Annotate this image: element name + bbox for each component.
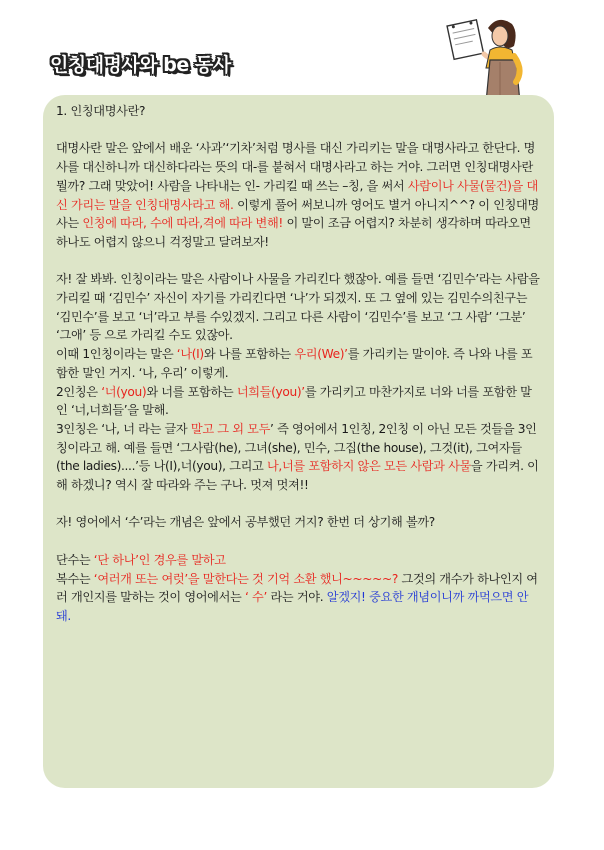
page-title: 인칭대명사와 be 동사: [50, 54, 231, 76]
body-text: 와 너를 포함하는: [146, 384, 237, 399]
body-text: 대명사란 말은 앞에서 배운 ‘사과’‘기차’처럼 명사를 대신 가리키는 말을 대명사라고 한단다. 명사를 대신하니까 대신하다라는 뜻의 대-를 붙혀서 대명사라고 하는 거야. 그러면 인칭대명사란 뭘까? 그래 맞았어! 사람을 나타내는 인- 가리킬 때 쓰는 –칭, 을 써서: [56, 141, 536, 193]
body-text: 2인칭은: [56, 384, 102, 399]
content-body: [56, 102, 542, 626]
body-text: 그것의 개수가 하나인지 여러 개인지를 말하는 것이 영어에서는: [56, 571, 538, 605]
section-heading: 1. 인칭대명사란?: [56, 104, 146, 118]
note-text: 알겠지! 중요한 개념이니까 까먹으면 안돼.: [56, 590, 529, 623]
emphasis-text: ‘ 수’: [244, 590, 267, 605]
paragraph-7: [56, 551, 542, 570]
emphasis-text: 말고 그 외 모두: [190, 421, 271, 436]
paragraph-3: [56, 345, 542, 382]
body-text: 을 가리켜. 이해 하겠니? 역시 잘 따라와 주는 구나. 멋져 멋져!!: [56, 459, 539, 493]
paragraph-1: [56, 139, 542, 251]
body-text: 이렇게 풀어 써보니까 영어도 별거 아니지^^? 이 인칭대명사는: [56, 197, 539, 231]
paragraph-8: [56, 570, 542, 626]
body-text: 자! 잘 봐봐. 인칭이라는 말은 사람이나 사물을 가리킨다 했잖아. 예를 들면 ‘김민수’라는 사람을 가리킬 때 ‘김민수’ 자신이 자기를 가리킨다면 ‘나’가 되겠지. 또 그 옆에 있는 김민수의친구는 ‘김민수’를 보고 ‘너’라고 부를 수있겠지. 그리고 다른 사람이 ‘김민수’를 보고 ‘그 사람’ ‘그분’ ‘그애’ 등 으로 가리킬 수도 있잖아.: [56, 272, 540, 343]
emphasis-text: ‘여러개 또는 여럿’을 말한다는 것 기억 소환 했니~~~~~?: [93, 571, 398, 586]
body-text: ’ 즉 영어에서 1인칭, 2인칭 이 아닌 모든 것들을 3인칭이라고 해. 예를 들면 ‘그사람(he), 그녀(she), 민수, 그집(the house), 그것(it), 그여자들(the ladies)....’등 나(I),너(you), 그리고: [56, 421, 537, 474]
paragraph-5: [56, 420, 542, 495]
body-text: 이때 1인칭이라는 말은: [56, 347, 177, 362]
emphasis-text: 너희들(you)’: [236, 384, 305, 399]
emphasis-text: ‘나(I): [176, 347, 204, 362]
body-text: 와 나를 포함하는: [203, 347, 295, 362]
body-text: 단수는: [56, 552, 94, 567]
paragraph-4: [56, 383, 542, 420]
emphasis-text: 나,너를 포함하지 않은 모든 사람과 사물: [267, 459, 471, 474]
emphasis-text: 우리(We)’: [294, 347, 348, 362]
emphasis-text: ‘단 하나’인 경우를 말하고: [93, 552, 226, 567]
emphasis-text: 인칭에 따라, 수에 따라,격에 따라 변해!: [82, 216, 283, 231]
body-text: 라는 거야.: [266, 590, 327, 605]
emphasis-text: 사람이나 사물(물건)을 대신 가리는 말을 인칭대명사라고 해.: [56, 178, 538, 212]
body-text: 이 말이 조금 어렵지? 차분히 생각하며 따라오면 하나도 어렵지 않으니 걱정말고 달려보자!: [56, 216, 531, 249]
body-text: 3인칭은 ‘나, 너 라는 글자: [56, 421, 191, 436]
paragraph-2: [56, 270, 542, 345]
body-text: 자! 영어에서 ‘수’라는 개념은 앞에서 공부했던 거지? 한번 더 상기해 볼까?: [56, 515, 435, 530]
paragraph-6: [56, 513, 542, 532]
body-text: 를 가리키고 마찬가지로 너와 너를 포함한 말인 ‘너,너희들’을 말해.: [56, 384, 532, 418]
body-text: 복수는: [56, 571, 94, 586]
body-text: 를 가리키는 말이야. 즉 나와 나를 포함한 말인 거지. ‘나, 우리’ 이렇게.: [56, 347, 533, 380]
emphasis-text: ‘너(you): [101, 384, 147, 399]
